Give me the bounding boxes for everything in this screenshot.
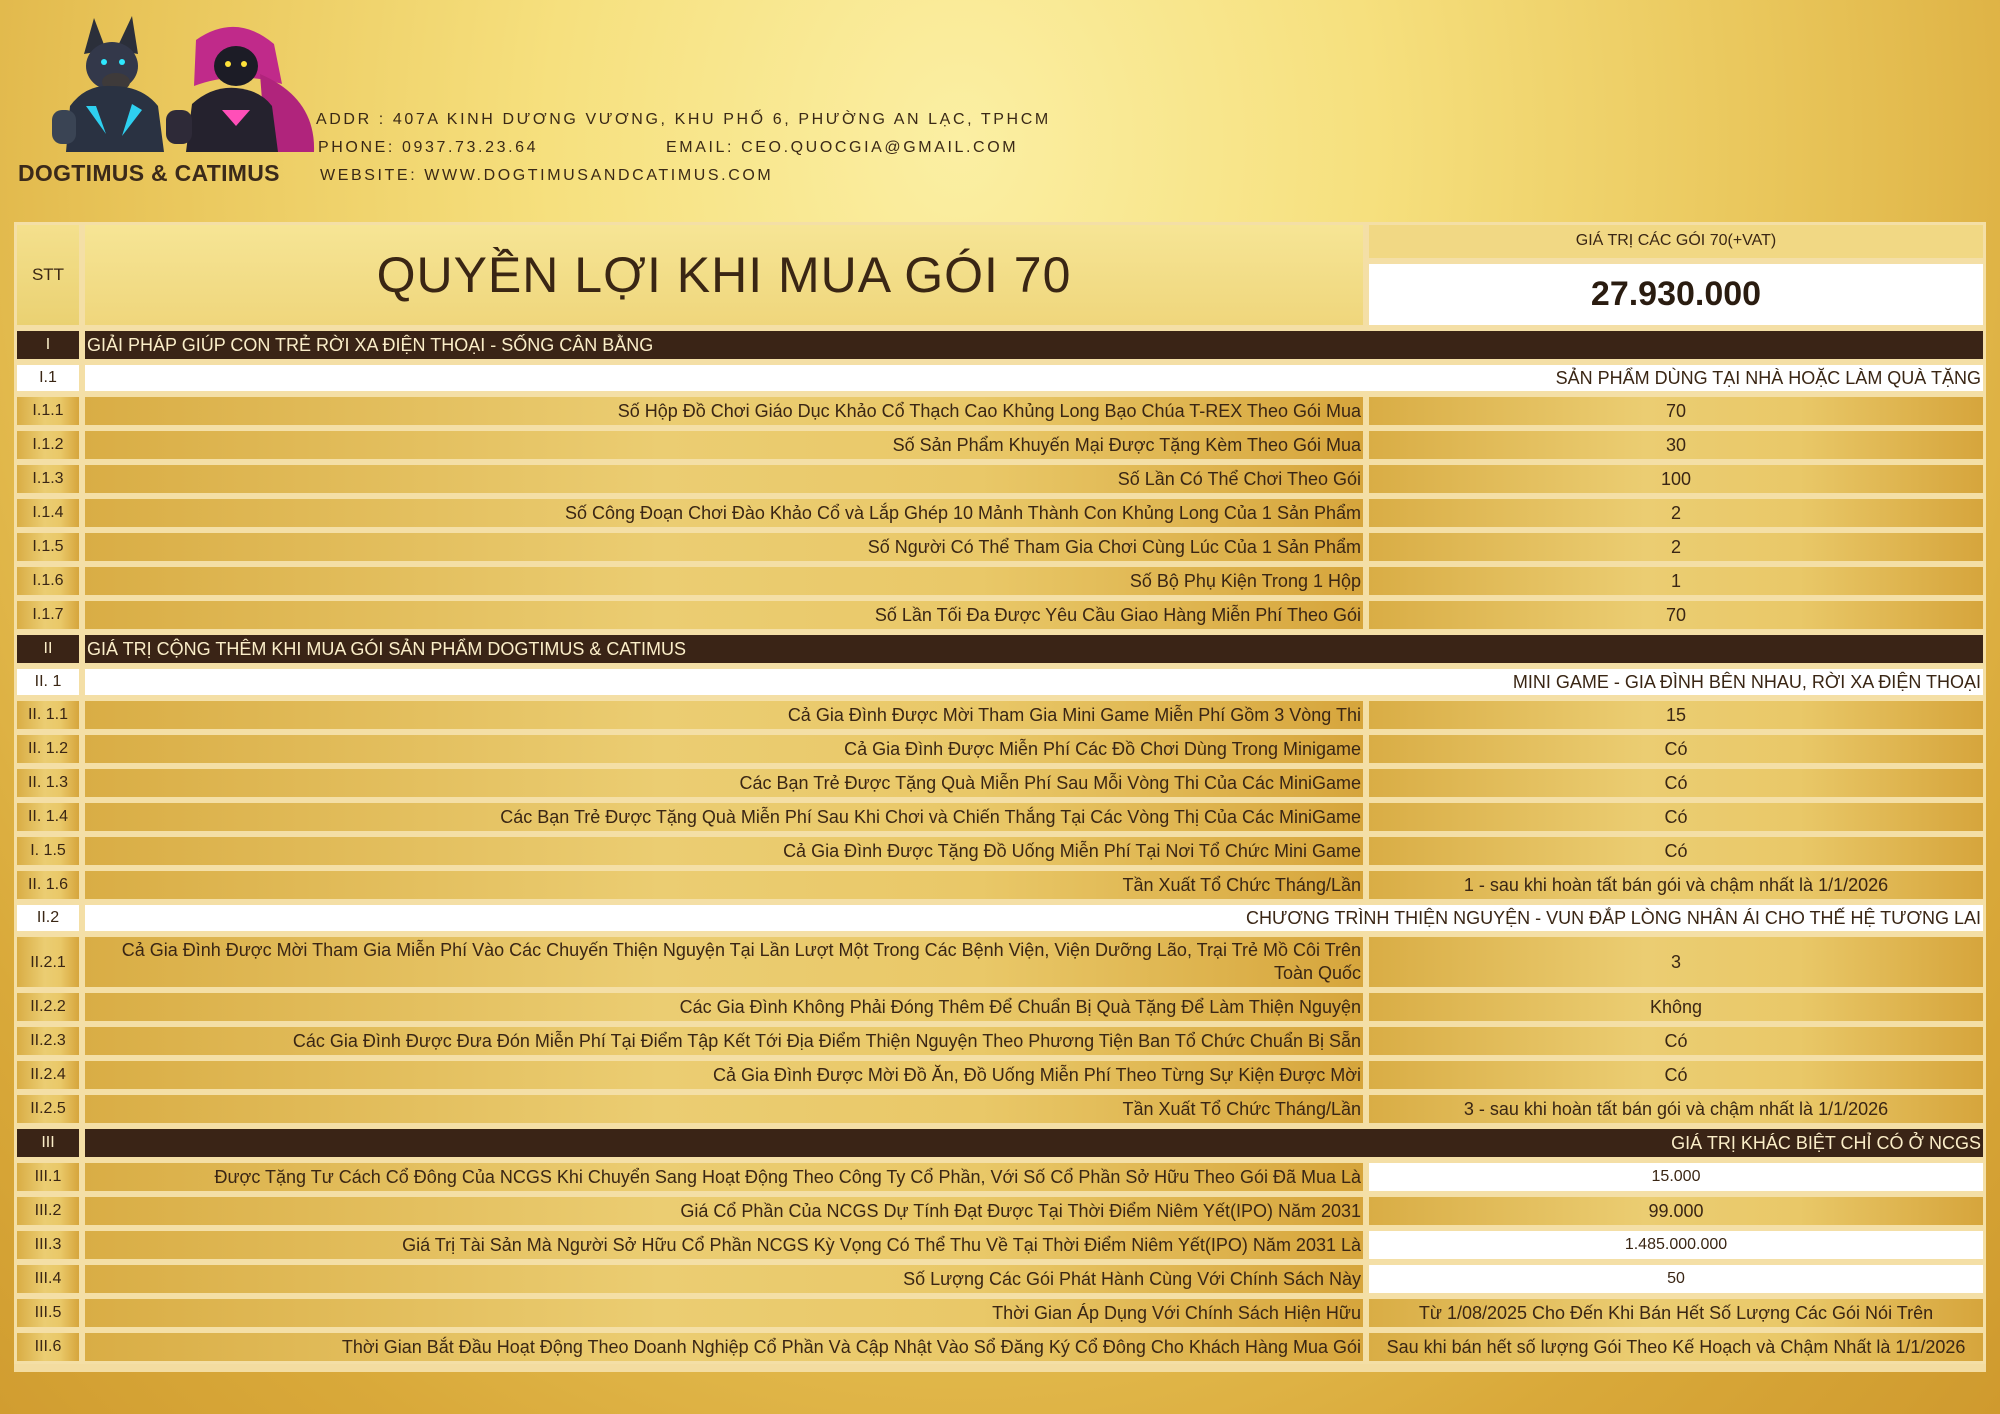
- row-number: II. 1.6: [14, 868, 82, 902]
- row-number: I. 1.5: [14, 834, 82, 868]
- row-value: 30: [1366, 428, 1986, 462]
- row-number: III.4: [14, 1262, 82, 1296]
- subsection-header-row: [14, 362, 1986, 394]
- table-row: [14, 868, 1986, 902]
- row-number: II.2.4: [14, 1058, 82, 1092]
- row-value: 70: [1366, 394, 1986, 428]
- table-row: [14, 1262, 1986, 1296]
- row-description: Cả Gia Đình Được Mời Tham Gia Miễn Phí Vào Các Chuyến Thiện Nguyện Tại Lần Lượt Một Trong Các Bệnh Viện, Viện Dưỡng Lão, Trại Trẻ Mồ Côi Trên Toàn Quốc: [82, 934, 1366, 990]
- table-row: [14, 530, 1986, 564]
- row-description: Tần Xuất Tổ Chức Tháng/Lần: [82, 1092, 1366, 1126]
- row-description: Thời Gian Bắt Đầu Hoạt Động Theo Doanh Nghiệp Cổ Phần Và Cập Nhật Vào Sổ Đăng Ký Cổ Đông Cho Khách Hàng Mua Gói: [82, 1330, 1366, 1364]
- row-number: II.2.1: [14, 934, 82, 990]
- row-number: I.1.1: [14, 394, 82, 428]
- table-row: [14, 462, 1986, 496]
- benefits-table: [14, 222, 1986, 1372]
- company-email: EMAIL: CEO.QUOCGIA@GMAIL.COM: [666, 139, 1019, 156]
- row-value: 100: [1366, 462, 1986, 496]
- table-row: [14, 934, 1986, 990]
- package-value-label: GIÁ TRỊ CÁC GÓI 70(+VAT): [1366, 222, 1986, 261]
- subsection-number: I.1: [14, 362, 82, 394]
- row-description: Số Công Đoạn Chơi Đào Khảo Cổ và Lắp Ghép 10 Mảnh Thành Con Khủng Long Của 1 Sản Phẩm: [82, 496, 1366, 530]
- table-row: [14, 766, 1986, 800]
- table-row: [14, 394, 1986, 428]
- row-description: Số Lần Có Thể Chơi Theo Gói: [82, 462, 1366, 496]
- row-number: II. 1.1: [14, 698, 82, 732]
- stt-column-header: STT: [14, 222, 82, 328]
- row-value: Có: [1366, 732, 1986, 766]
- table-row: [14, 598, 1986, 632]
- section-header-row: [14, 328, 1986, 362]
- row-number: I.1.2: [14, 428, 82, 462]
- row-description: Được Tặng Tư Cách Cổ Đông Của NCGS Khi Chuyển Sang Hoạt Động Theo Công Ty Cổ Phần, Với Số Cổ Phần Sở Hữu Theo Gói Đã Mua Là: [82, 1160, 1366, 1194]
- subsection-title: MINI GAME - GIA ĐÌNH BÊN NHAU, RỜI XA ĐIỆN THOẠI: [82, 666, 1986, 698]
- dog-cat-mascot-icon: [46, 14, 316, 152]
- section-number: II: [14, 632, 82, 666]
- table-row: [14, 1160, 1986, 1194]
- row-number: II.2.2: [14, 990, 82, 1024]
- row-value: Có: [1366, 834, 1986, 868]
- row-number: III.3: [14, 1228, 82, 1262]
- row-value: 70: [1366, 598, 1986, 632]
- row-number: II.2.5: [14, 1092, 82, 1126]
- table-row: [14, 1058, 1986, 1092]
- table-row: [14, 800, 1986, 834]
- row-value: Có: [1366, 1024, 1986, 1058]
- row-number: I.1.7: [14, 598, 82, 632]
- row-description: Số Sản Phẩm Khuyến Mại Được Tặng Kèm Theo Gói Mua: [82, 428, 1366, 462]
- subsection-number: II.2: [14, 902, 82, 934]
- table-row: [14, 496, 1986, 530]
- row-description: Số Lần Tối Đa Được Yêu Cầu Giao Hàng Miễn Phí Theo Gói: [82, 598, 1366, 632]
- table-row: [14, 1296, 1986, 1330]
- section-title: GIÁ TRỊ KHÁC BIỆT CHỈ CÓ Ở NCGS: [82, 1126, 1986, 1160]
- row-number: I.1.6: [14, 564, 82, 598]
- table-row: [14, 1024, 1986, 1058]
- row-value: Có: [1366, 800, 1986, 834]
- row-value: 1 - sau khi hoàn tất bán gói và chậm nhất là 1/1/2026: [1366, 868, 1986, 902]
- row-value: Có: [1366, 1058, 1986, 1092]
- company-logo: [18, 14, 298, 190]
- row-number: II. 1.3: [14, 766, 82, 800]
- subsection-title: SẢN PHẨM DÙNG TẠI NHÀ HOẶC LÀM QUÀ TẶNG: [82, 362, 1986, 394]
- company-phone: PHONE: 0937.73.23.64: [318, 139, 539, 156]
- row-number: I.1.3: [14, 462, 82, 496]
- row-description: Cả Gia Đình Được Mời Tham Gia Mini Game Miễn Phí Gồm 3 Vòng Thi: [82, 698, 1366, 732]
- page-title: QUYỀN LỢI KHI MUA GÓI 70: [82, 222, 1366, 328]
- row-number: III.2: [14, 1194, 82, 1228]
- row-value: 99.000: [1366, 1194, 1986, 1228]
- row-description: Các Gia Đình Không Phải Đóng Thêm Để Chuẩn Bị Quà Tặng Để Làm Thiện Nguyện: [82, 990, 1366, 1024]
- row-number: II. 1.4: [14, 800, 82, 834]
- row-number: I.1.5: [14, 530, 82, 564]
- row-description: Giá Cổ Phần Của NCGS Dự Tính Đạt Được Tại Thời Điểm Niêm Yết(IPO) Năm 2031: [82, 1194, 1366, 1228]
- row-description: Tần Xuất Tổ Chức Tháng/Lần: [82, 868, 1366, 902]
- section-title: GIẢI PHÁP GIÚP CON TRẺ RỜI XA ĐIỆN THOẠI - SỐNG CÂN BẰNG: [82, 328, 1986, 362]
- subsection-title: CHƯƠNG TRÌNH THIỆN NGUYỆN - VUN ĐẮP LÒNG NHÂN ÁI CHO THẾ HỆ TƯƠNG LAI: [82, 902, 1986, 934]
- section-title: GIÁ TRỊ CỘNG THÊM KHI MUA GÓI SẢN PHẨM DOGTIMUS & CATIMUS: [82, 632, 1986, 666]
- row-value: 2: [1366, 530, 1986, 564]
- row-value: 3: [1366, 934, 1986, 990]
- table-row: [14, 428, 1986, 462]
- row-value: 3 - sau khi hoàn tất bán gói và chậm nhất là 1/1/2026: [1366, 1092, 1986, 1126]
- row-number: III.1: [14, 1160, 82, 1194]
- company-website: WEBSITE: WWW.DOGTIMUSANDCATIMUS.COM: [320, 167, 774, 184]
- table-row: [14, 990, 1986, 1024]
- row-description: Các Bạn Trẻ Được Tặng Quà Miễn Phí Sau Khi Chơi và Chiến Thắng Tại Các Vòng Thị Của Các MiniGame: [82, 800, 1366, 834]
- row-number: I.1.4: [14, 496, 82, 530]
- row-number: II.2.3: [14, 1024, 82, 1058]
- row-description: Số Hộp Đồ Chơi Giáo Dục Khảo Cổ Thạch Cao Khủng Long Bạo Chúa T-REX Theo Gói Mua: [82, 394, 1366, 428]
- company-address: ADDR : 407A KINH DƯƠNG VƯƠNG, KHU PHỐ 6, PHƯỜNG AN LẠC, TPHCM: [316, 111, 1051, 128]
- row-value: 1.485.000.000: [1366, 1228, 1986, 1262]
- section-header-row: [14, 1126, 1986, 1160]
- subsection-number: II. 1: [14, 666, 82, 698]
- row-value: Từ 1/08/2025 Cho Đến Khi Bán Hết Số Lượng Các Gói Nói Trên: [1366, 1296, 1986, 1330]
- benefits-table-grid: [14, 222, 1986, 1364]
- table-row: [14, 1228, 1986, 1262]
- row-description: Số Bộ Phụ Kiện Trong 1 Hộp: [82, 564, 1366, 598]
- table-row: [14, 732, 1986, 766]
- row-value: Sau khi bán hết số lượng Gói Theo Kế Hoạch và Chậm Nhất là 1/1/2026: [1366, 1330, 1986, 1364]
- row-description: Các Gia Đình Được Đưa Đón Miễn Phí Tại Điểm Tập Kết Tới Địa Điểm Thiện Nguyện Theo Phương Tiện Ban Tổ Chức Chuẩn Bị Sẵn: [82, 1024, 1366, 1058]
- section-number: III: [14, 1126, 82, 1160]
- table-row: [14, 1092, 1986, 1126]
- row-number: II. 1.2: [14, 732, 82, 766]
- row-description: Thời Gian Áp Dụng Với Chính Sách Hiện Hữu: [82, 1296, 1366, 1330]
- row-number: III.5: [14, 1296, 82, 1330]
- row-value: Có: [1366, 766, 1986, 800]
- section-number: I: [14, 328, 82, 362]
- row-value: 2: [1366, 496, 1986, 530]
- row-description: Số Lượng Các Gói Phát Hành Cùng Với Chính Sách Này: [82, 1262, 1366, 1296]
- row-description: Cả Gia Đình Được Miễn Phí Các Đồ Chơi Dùng Trong Minigame: [82, 732, 1366, 766]
- row-description: Các Bạn Trẻ Được Tặng Quà Miễn Phí Sau Mỗi Vòng Thi Của Các MiniGame: [82, 766, 1366, 800]
- row-description: Số Người Có Thể Tham Gia Chơi Cùng Lúc Của 1 Sản Phẩm: [82, 530, 1366, 564]
- row-value: 15.000: [1366, 1160, 1986, 1194]
- subsection-header-row: [14, 666, 1986, 698]
- row-number: III.6: [14, 1330, 82, 1364]
- row-description: Giá Trị Tài Sản Mà Người Sở Hữu Cổ Phần NCGS Kỳ Vọng Có Thể Thu Về Tại Thời Điểm Niêm Yết(IPO) Năm 2031 Là: [82, 1228, 1366, 1262]
- row-value: 50: [1366, 1262, 1986, 1296]
- section-header-row: [14, 632, 1986, 666]
- row-value: 15: [1366, 698, 1986, 732]
- table-row: [14, 1330, 1986, 1364]
- row-value: Không: [1366, 990, 1986, 1024]
- table-row: [14, 698, 1986, 732]
- row-description: Cả Gia Đình Được Mời Đồ Ăn, Đồ Uống Miễn Phí Theo Từng Sự Kiện Được Mời: [82, 1058, 1366, 1092]
- row-value: 1: [1366, 564, 1986, 598]
- row-description: Cả Gia Đình Được Tặng Đồ Uống Miễn Phí Tại Nơi Tổ Chức Mini Game: [82, 834, 1366, 868]
- table-row: [14, 1194, 1986, 1228]
- table-row: [14, 834, 1986, 868]
- table-row: [14, 564, 1986, 598]
- subsection-header-row: [14, 902, 1986, 934]
- brand-name: DOGTIMUS & CATIMUS: [18, 160, 280, 186]
- package-value: 27.930.000: [1366, 261, 1986, 328]
